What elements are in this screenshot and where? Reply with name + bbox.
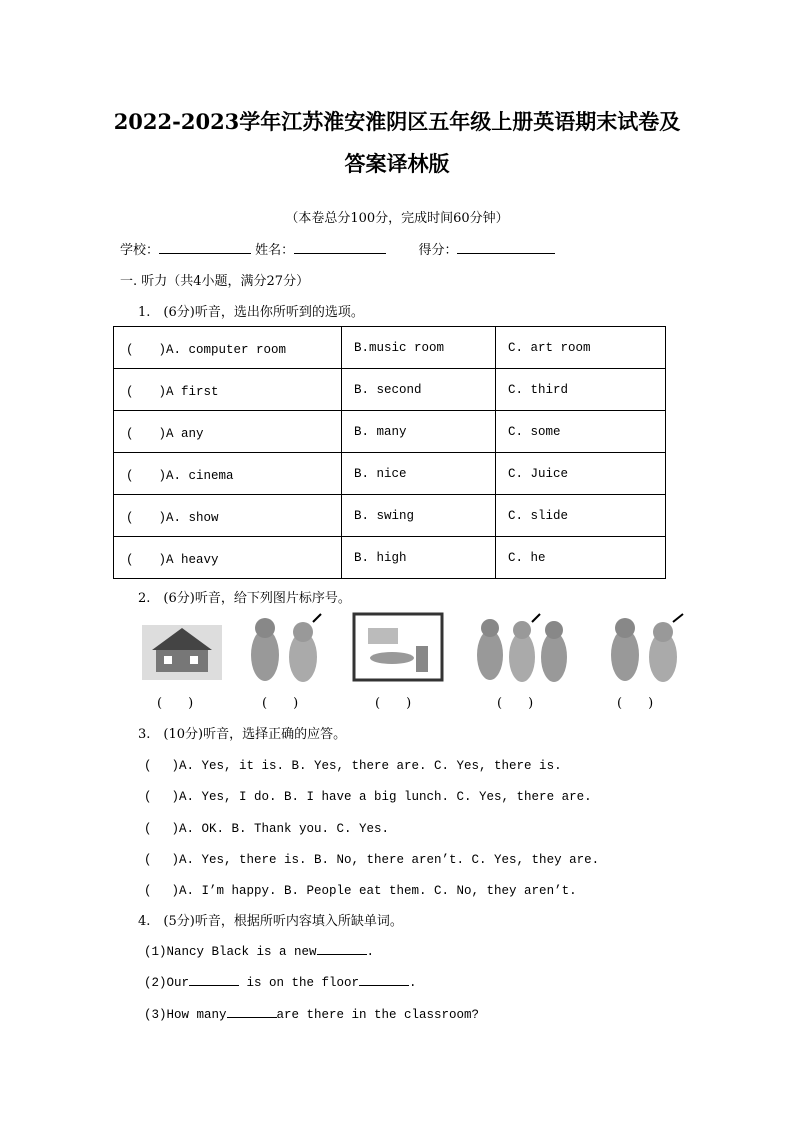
table-cell: B. many (342, 411, 496, 453)
q4-heading: 4. (5分)听音，根据所听内容填入所缺单词。 (138, 914, 403, 929)
q4-text: . (409, 976, 417, 990)
school-label: 学校： (120, 243, 160, 258)
section1-heading: 一. 听力（共4小题，满分27分） (120, 274, 310, 289)
q4-item-3 (144, 1005, 479, 1022)
q4-text: (3)How many (144, 1008, 227, 1022)
fill-blank[interactable] (227, 1005, 277, 1018)
name-label: 姓名： (255, 243, 295, 258)
picture-answer-3[interactable]: ( ) (375, 696, 412, 711)
table-row (114, 537, 666, 579)
picture-answer-5[interactable]: ( ) (617, 696, 654, 711)
q2-heading: 2. (6分)听音，给下列图片标序号。 (138, 591, 351, 606)
table-cell: C. he (496, 537, 666, 579)
table-row (114, 369, 666, 411)
table-row (114, 411, 666, 453)
q1-table (113, 326, 666, 579)
house-picture (142, 610, 222, 682)
table-cell: C. Juice (496, 453, 666, 495)
table-cell: ( )A first (114, 369, 342, 411)
title-line1: 2022-2023学年江苏淮安淮阴区五年级上册英语期末试卷及 (113, 109, 681, 134)
q3-item: ( )A. OK. B. Thank you. C. Yes. (144, 822, 390, 836)
table-cell: C. third (496, 369, 666, 411)
score-blank[interactable] (457, 241, 555, 254)
table-row (114, 453, 666, 495)
table-cell: ( )A heavy (114, 537, 342, 579)
table-cell: C. art room (496, 327, 666, 369)
score-label: 得分： (418, 243, 458, 258)
table-cell: C. slide (496, 495, 666, 537)
table-cell: ( )A. cinema (114, 453, 342, 495)
q4-text: are there in the classroom? (276, 1008, 480, 1022)
picture-answer-1[interactable]: ( ) (157, 696, 194, 711)
info-row (120, 239, 555, 258)
table-row (114, 495, 666, 537)
school-blank[interactable] (159, 241, 251, 254)
q4-text: (1)Nancy Black is a new (144, 945, 317, 959)
table-cell: B. nice (342, 453, 496, 495)
q4-item-2 (144, 973, 417, 990)
table-cell: ( )A any (114, 411, 342, 453)
q4-text: is on the floor (239, 976, 360, 990)
subtitle: （本卷总分100分，完成时间60分钟） (285, 211, 509, 226)
q3-item: ( )A. Yes, I do. B. I have a big lunch. C. Yes, there are. (144, 790, 592, 804)
two-bears-picture (243, 610, 328, 685)
q1-heading: 1. (6分)听音，选出你所听到的选项。 (138, 305, 364, 320)
fill-blank[interactable] (189, 973, 239, 986)
q4-text: (2)Our (144, 976, 190, 990)
two-bears-arrow-picture (605, 610, 690, 685)
picture-answer-4[interactable]: ( ) (497, 696, 534, 711)
table-cell: B. second (342, 369, 496, 411)
table-row (114, 327, 666, 369)
three-bears-picture (472, 610, 572, 685)
q4-item-1 (144, 942, 374, 959)
table-cell: ( )A. computer room (114, 327, 342, 369)
table-cell: ( )A. show (114, 495, 342, 537)
picture-answer-2[interactable]: ( ) (262, 696, 299, 711)
title-line2: 答案译林版 (344, 151, 450, 176)
table-cell: B. high (342, 537, 496, 579)
table-cell: C. some (496, 411, 666, 453)
table-cell: B. swing (342, 495, 496, 537)
q4-text: . (366, 945, 375, 959)
living-room-picture (352, 610, 444, 682)
name-blank[interactable] (294, 241, 386, 254)
fill-blank[interactable] (359, 973, 409, 986)
table-cell: B.music room (342, 327, 496, 369)
fill-blank[interactable] (317, 942, 367, 955)
q3-item: ( )A. Yes, there is. B. No, there aren’t. C. Yes, they are. (144, 853, 600, 867)
q3-heading: 3. (10分)听音，选择正确的应答。 (138, 727, 347, 742)
q3-item: ( )A. I’m happy. B. People eat them. C. No, they aren’t. (144, 884, 577, 898)
q3-item: ( )A. Yes, it is. B. Yes, there are. C. Yes, there is. (144, 759, 562, 773)
